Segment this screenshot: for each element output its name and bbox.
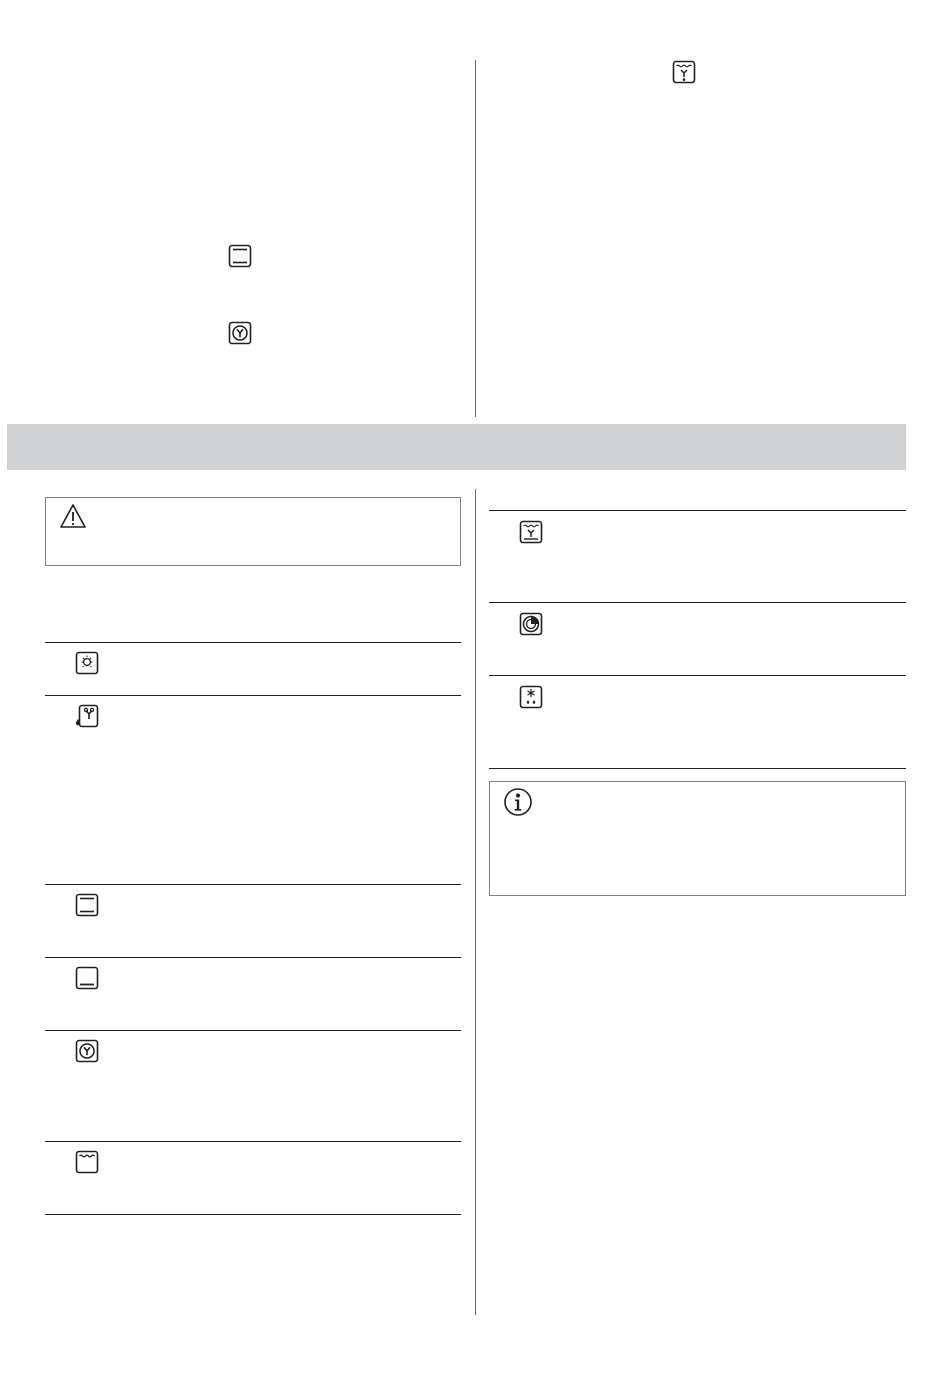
table-rule [45, 642, 461, 643]
table-rule [45, 1141, 461, 1142]
grill-icon [75, 1150, 99, 1174]
info-box [489, 781, 906, 896]
table-rule [489, 510, 906, 511]
warning-triangle-icon [59, 503, 87, 529]
defrost-icon [519, 685, 543, 709]
true-fan-cooking-icon [228, 321, 252, 345]
section-header-band [7, 424, 906, 470]
table-rule [45, 884, 461, 885]
table-rule [45, 957, 461, 958]
true-fan-cooking-icon [75, 1039, 99, 1063]
pizza-function-icon [519, 520, 543, 544]
slow-cook-icon [519, 612, 543, 636]
information-icon [503, 787, 533, 817]
table-rule [45, 1030, 461, 1031]
conventional-cooking-icon [75, 893, 99, 917]
bottom-heat-icon [75, 966, 99, 990]
column-divider-top [475, 60, 476, 417]
table-rule [489, 768, 906, 769]
oven-light-icon [75, 651, 99, 675]
table-rule [45, 1214, 461, 1215]
moist-fan-baking-icon [75, 704, 99, 728]
moist-fan-baking-icon [672, 60, 696, 84]
table-rule [45, 695, 461, 696]
warning-box [45, 497, 461, 566]
table-rule [489, 602, 906, 603]
column-divider-bottom [475, 489, 476, 1315]
conventional-cooking-icon [228, 244, 252, 268]
table-rule [489, 675, 906, 676]
